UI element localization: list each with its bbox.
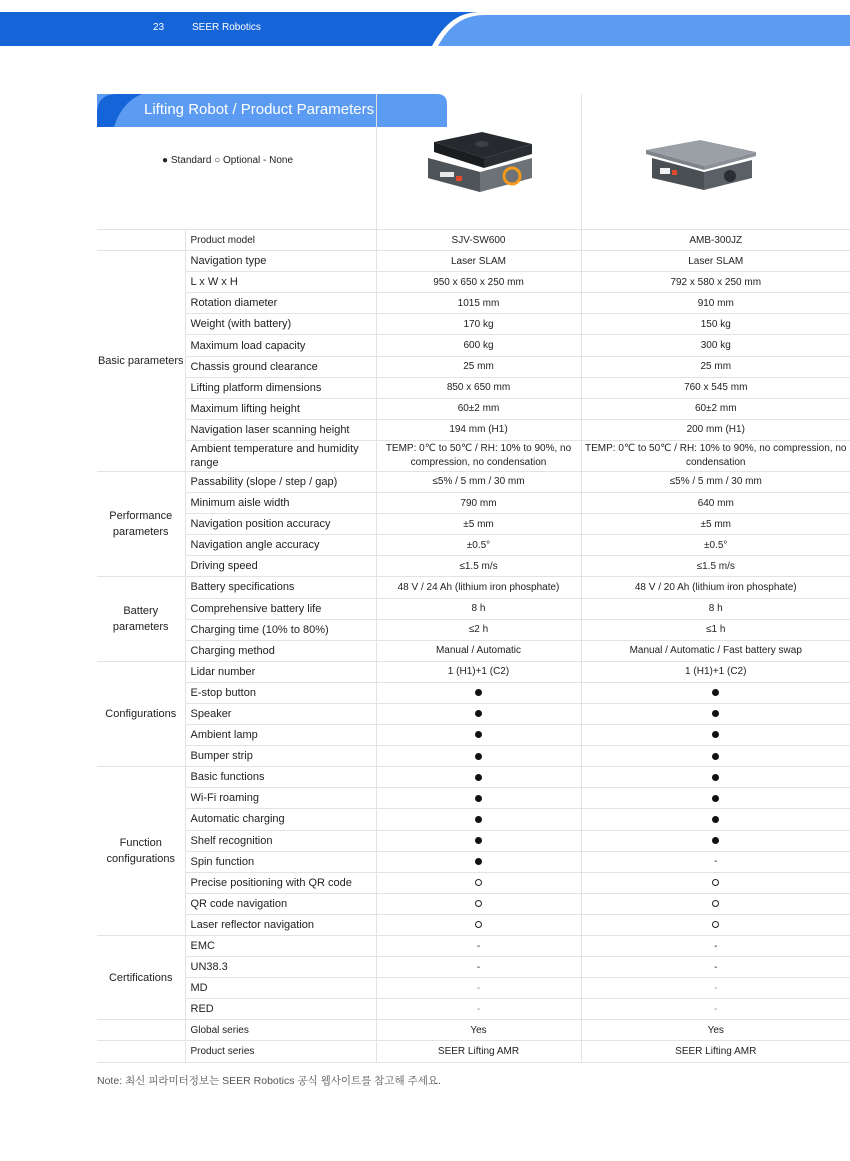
- value-cell-2: 760 x 545 mm: [581, 377, 850, 398]
- table-row: [97, 1041, 850, 1062]
- table-row: [97, 577, 850, 598]
- value-cell-1: [376, 872, 581, 893]
- optional-circle-icon: [475, 921, 482, 928]
- table-row: [97, 914, 850, 935]
- optional-circle-icon: [475, 900, 482, 907]
- table-row: [97, 767, 850, 788]
- amb-300jz-robot-image: [638, 132, 763, 194]
- value-cell-2: [581, 746, 850, 767]
- sjv-sw600-robot-image: [420, 128, 540, 196]
- table-row: [97, 398, 850, 419]
- table-row: [97, 640, 850, 661]
- legend: ● Standard ○ Optional - None: [162, 155, 294, 166]
- standard-dot-icon: [475, 710, 482, 717]
- value-cell-1: ±0.5°: [376, 535, 581, 556]
- value-cell-1: -: [376, 999, 581, 1020]
- param-name: Product series: [185, 1041, 376, 1062]
- value-cell-2: 60±2 mm: [581, 398, 850, 419]
- value-cell-2: 25 mm: [581, 356, 850, 377]
- value-cell-1: 48 V / 24 Ah (lithium iron phosphate): [376, 577, 581, 598]
- table-row: [97, 535, 850, 556]
- optional-circle-icon: [712, 879, 719, 886]
- group-label-empty: [97, 1041, 185, 1062]
- value-cell-1: 170 kg: [376, 314, 581, 335]
- table-row: [97, 830, 850, 851]
- param-name: Automatic charging: [185, 809, 376, 830]
- header-brand: SEER Robotics: [192, 22, 261, 33]
- table-row: [97, 230, 850, 251]
- group-label-empty: [97, 230, 185, 251]
- standard-dot-icon: [475, 753, 482, 760]
- table-row: [97, 661, 850, 682]
- value-cell-1: 8 h: [376, 598, 581, 619]
- table-row: [97, 872, 850, 893]
- group-label: Configurations: [97, 661, 185, 766]
- value-cell-2: [581, 809, 850, 830]
- param-name: Laser reflector navigation: [185, 914, 376, 935]
- table-row: [97, 251, 850, 272]
- value-cell-2: SEER Lifting AMR: [581, 1041, 850, 1062]
- group-label: Certifications: [97, 936, 185, 1020]
- value-cell-1: [376, 703, 581, 724]
- value-cell-1: Laser SLAM: [376, 251, 581, 272]
- value-cell-1: ≤5% / 5 mm / 30 mm: [376, 471, 581, 492]
- table-row: [97, 936, 850, 957]
- value-cell-1: 1015 mm: [376, 293, 581, 314]
- table-row: [97, 440, 850, 471]
- param-name: Global series: [185, 1020, 376, 1041]
- standard-dot-icon: [712, 689, 719, 696]
- value-cell-2: 48 V / 20 Ah (lithium iron phosphate): [581, 577, 850, 598]
- value-cell-2: ≤5% / 5 mm / 30 mm: [581, 471, 850, 492]
- value-cell-2: 200 mm (H1): [581, 419, 850, 440]
- value-cell-2: -: [581, 851, 850, 872]
- value-cell-1: 25 mm: [376, 356, 581, 377]
- standard-dot-icon: [475, 795, 482, 802]
- group-label: Battery parameters: [97, 577, 185, 661]
- value-cell-2: 300 kg: [581, 335, 850, 356]
- param-name: Navigation laser scanning height: [185, 419, 376, 440]
- value-cell-2: [581, 872, 850, 893]
- param-name: Ambient temperature and humidity range: [185, 440, 376, 471]
- value-cell-1: [376, 725, 581, 746]
- param-name: Product model: [185, 230, 376, 251]
- value-cell-2: 792 x 580 x 250 mm: [581, 272, 850, 293]
- table-row: [97, 293, 850, 314]
- table-row: [97, 335, 850, 356]
- value-cell-2: 8 h: [581, 598, 850, 619]
- value-cell-2: Laser SLAM: [581, 251, 850, 272]
- value-cell-2: [581, 830, 850, 851]
- param-name: Lidar number: [185, 661, 376, 682]
- value-cell-1: 60±2 mm: [376, 398, 581, 419]
- param-name: Navigation angle accuracy: [185, 535, 376, 556]
- standard-dot-icon: [475, 816, 482, 823]
- standard-dot-icon: [712, 753, 719, 760]
- group-label: Performance parameters: [97, 471, 185, 576]
- param-name: Passability (slope / step / gap): [185, 471, 376, 492]
- param-name: RED: [185, 999, 376, 1020]
- table-row: [97, 598, 850, 619]
- param-name: E-stop button: [185, 682, 376, 703]
- value-cell-1: [376, 746, 581, 767]
- value-cell-1: [376, 893, 581, 914]
- table-row: [97, 1020, 850, 1041]
- param-name: Wi-Fi roaming: [185, 788, 376, 809]
- value-cell-2: -: [581, 999, 850, 1020]
- standard-dot-icon: [475, 858, 482, 865]
- value-cell-2: -: [581, 957, 850, 978]
- value-cell-1: Yes: [376, 1020, 581, 1041]
- param-name: Driving speed: [185, 556, 376, 577]
- table-row: [97, 893, 850, 914]
- param-name: QR code navigation: [185, 893, 376, 914]
- table-row: [97, 377, 850, 398]
- value-cell-1: 1 (H1)+1 (C2): [376, 661, 581, 682]
- value-cell-1: [376, 788, 581, 809]
- param-name: Navigation position accuracy: [185, 514, 376, 535]
- table-row: [97, 746, 850, 767]
- table-row: [97, 514, 850, 535]
- param-name: Maximum lifting height: [185, 398, 376, 419]
- value-cell-1: -: [376, 978, 581, 999]
- value-cell-2: [581, 788, 850, 809]
- standard-dot-icon: [712, 795, 719, 802]
- footnote: Note: 최신 피라미터정보는 SEER Robotics 공식 웹사이트를 참고해 주세요.: [97, 1075, 441, 1087]
- value-cell-2: AMB-300JZ: [581, 230, 850, 251]
- value-cell-2: [581, 767, 850, 788]
- optional-circle-icon: [712, 900, 719, 907]
- param-name: Shelf recognition: [185, 830, 376, 851]
- standard-dot-icon: [475, 774, 482, 781]
- table-row: [97, 682, 850, 703]
- value-cell-2: 1 (H1)+1 (C2): [581, 661, 850, 682]
- group-label-empty: [97, 1020, 185, 1041]
- value-cell-1: 950 x 650 x 250 mm: [376, 272, 581, 293]
- table-row: [97, 272, 850, 293]
- table-row: [97, 957, 850, 978]
- value-cell-2: TEMP: 0℃ to 50℃ / RH: 10% to 90%, no compression, no condensation: [581, 440, 850, 471]
- param-name: Comprehensive battery life: [185, 598, 376, 619]
- value-cell-1: 850 x 650 mm: [376, 377, 581, 398]
- table-row: [97, 809, 850, 830]
- table-row: [97, 999, 850, 1020]
- param-name: Spin function: [185, 851, 376, 872]
- standard-dot-icon: [712, 774, 719, 781]
- page-number: 23: [153, 22, 165, 33]
- param-name: Battery specifications: [185, 577, 376, 598]
- value-cell-2: [581, 893, 850, 914]
- value-cell-2: [581, 914, 850, 935]
- param-name: MD: [185, 978, 376, 999]
- value-cell-2: -: [581, 978, 850, 999]
- table-row: [97, 314, 850, 335]
- value-cell-1: 600 kg: [376, 335, 581, 356]
- param-name: Maximum load capacity: [185, 335, 376, 356]
- spec-table: [97, 229, 850, 1063]
- page-header: [0, 0, 850, 46]
- standard-dot-icon: [712, 731, 719, 738]
- value-cell-2: 910 mm: [581, 293, 850, 314]
- value-cell-1: 194 mm (H1): [376, 419, 581, 440]
- param-name: Charging time (10% to 80%): [185, 619, 376, 640]
- value-cell-1: Manual / Automatic: [376, 640, 581, 661]
- param-name: Precise positioning with QR code: [185, 872, 376, 893]
- standard-dot-icon: [712, 710, 719, 717]
- value-cell-1: [376, 809, 581, 830]
- param-name: Weight (with battery): [185, 314, 376, 335]
- standard-dot-icon: [475, 731, 482, 738]
- value-cell-2: [581, 682, 850, 703]
- value-cell-2: [581, 725, 850, 746]
- table-row: [97, 493, 850, 514]
- value-cell-1: [376, 914, 581, 935]
- table-row: [97, 471, 850, 492]
- param-name: Chassis ground clearance: [185, 356, 376, 377]
- table-row: [97, 619, 850, 640]
- table-row: [97, 419, 850, 440]
- optional-circle-icon: [475, 879, 482, 886]
- optional-circle-icon: [712, 921, 719, 928]
- table-row: [97, 703, 850, 724]
- value-cell-1: -: [376, 957, 581, 978]
- standard-dot-icon: [475, 689, 482, 696]
- table-row: [97, 356, 850, 377]
- standard-dot-icon: [712, 816, 719, 823]
- table-row: [97, 556, 850, 577]
- value-cell-1: [376, 830, 581, 851]
- table-row: [97, 725, 850, 746]
- value-cell-2: ±5 mm: [581, 514, 850, 535]
- value-cell-1: 790 mm: [376, 493, 581, 514]
- value-cell-2: 640 mm: [581, 493, 850, 514]
- value-cell-2: [581, 703, 850, 724]
- param-name: Charging method: [185, 640, 376, 661]
- value-cell-1: SJV-SW600: [376, 230, 581, 251]
- value-cell-1: ≤1.5 m/s: [376, 556, 581, 577]
- value-cell-1: -: [376, 936, 581, 957]
- param-name: Basic functions: [185, 767, 376, 788]
- group-label: Function configurations: [97, 767, 185, 936]
- value-cell-2: ±0.5°: [581, 535, 850, 556]
- param-name: L x W x H: [185, 272, 376, 293]
- header-band-graphic: [0, 0, 850, 46]
- param-name: EMC: [185, 936, 376, 957]
- value-cell-2: Manual / Automatic / Fast battery swap: [581, 640, 850, 661]
- value-cell-1: [376, 851, 581, 872]
- group-label: Basic parameters: [97, 251, 185, 472]
- value-cell-1: ≤2 h: [376, 619, 581, 640]
- standard-dot-icon: [475, 837, 482, 844]
- value-cell-2: -: [581, 936, 850, 957]
- value-cell-2: ≤1.5 m/s: [581, 556, 850, 577]
- param-name: Minimum aisle width: [185, 493, 376, 514]
- value-cell-2: Yes: [581, 1020, 850, 1041]
- param-name: Rotation diameter: [185, 293, 376, 314]
- value-cell-2: ≤1 h: [581, 619, 850, 640]
- table-row: [97, 788, 850, 809]
- table-row: [97, 978, 850, 999]
- standard-dot-icon: [712, 837, 719, 844]
- param-name: Lifting platform dimensions: [185, 377, 376, 398]
- value-cell-1: ±5 mm: [376, 514, 581, 535]
- value-cell-1: [376, 682, 581, 703]
- value-cell-2: 150 kg: [581, 314, 850, 335]
- param-name: UN38.3: [185, 957, 376, 978]
- param-name: Bumper strip: [185, 746, 376, 767]
- param-name: Speaker: [185, 703, 376, 724]
- param-name: Ambient lamp: [185, 725, 376, 746]
- param-name: Navigation type: [185, 251, 376, 272]
- page-title: Lifting Robot / Product Parameters: [144, 101, 375, 118]
- table-row: [97, 851, 850, 872]
- value-cell-1: [376, 767, 581, 788]
- value-cell-1: TEMP: 0℃ to 50℃ / RH: 10% to 90%, no compression, no condensation: [376, 440, 581, 471]
- value-cell-1: SEER Lifting AMR: [376, 1041, 581, 1062]
